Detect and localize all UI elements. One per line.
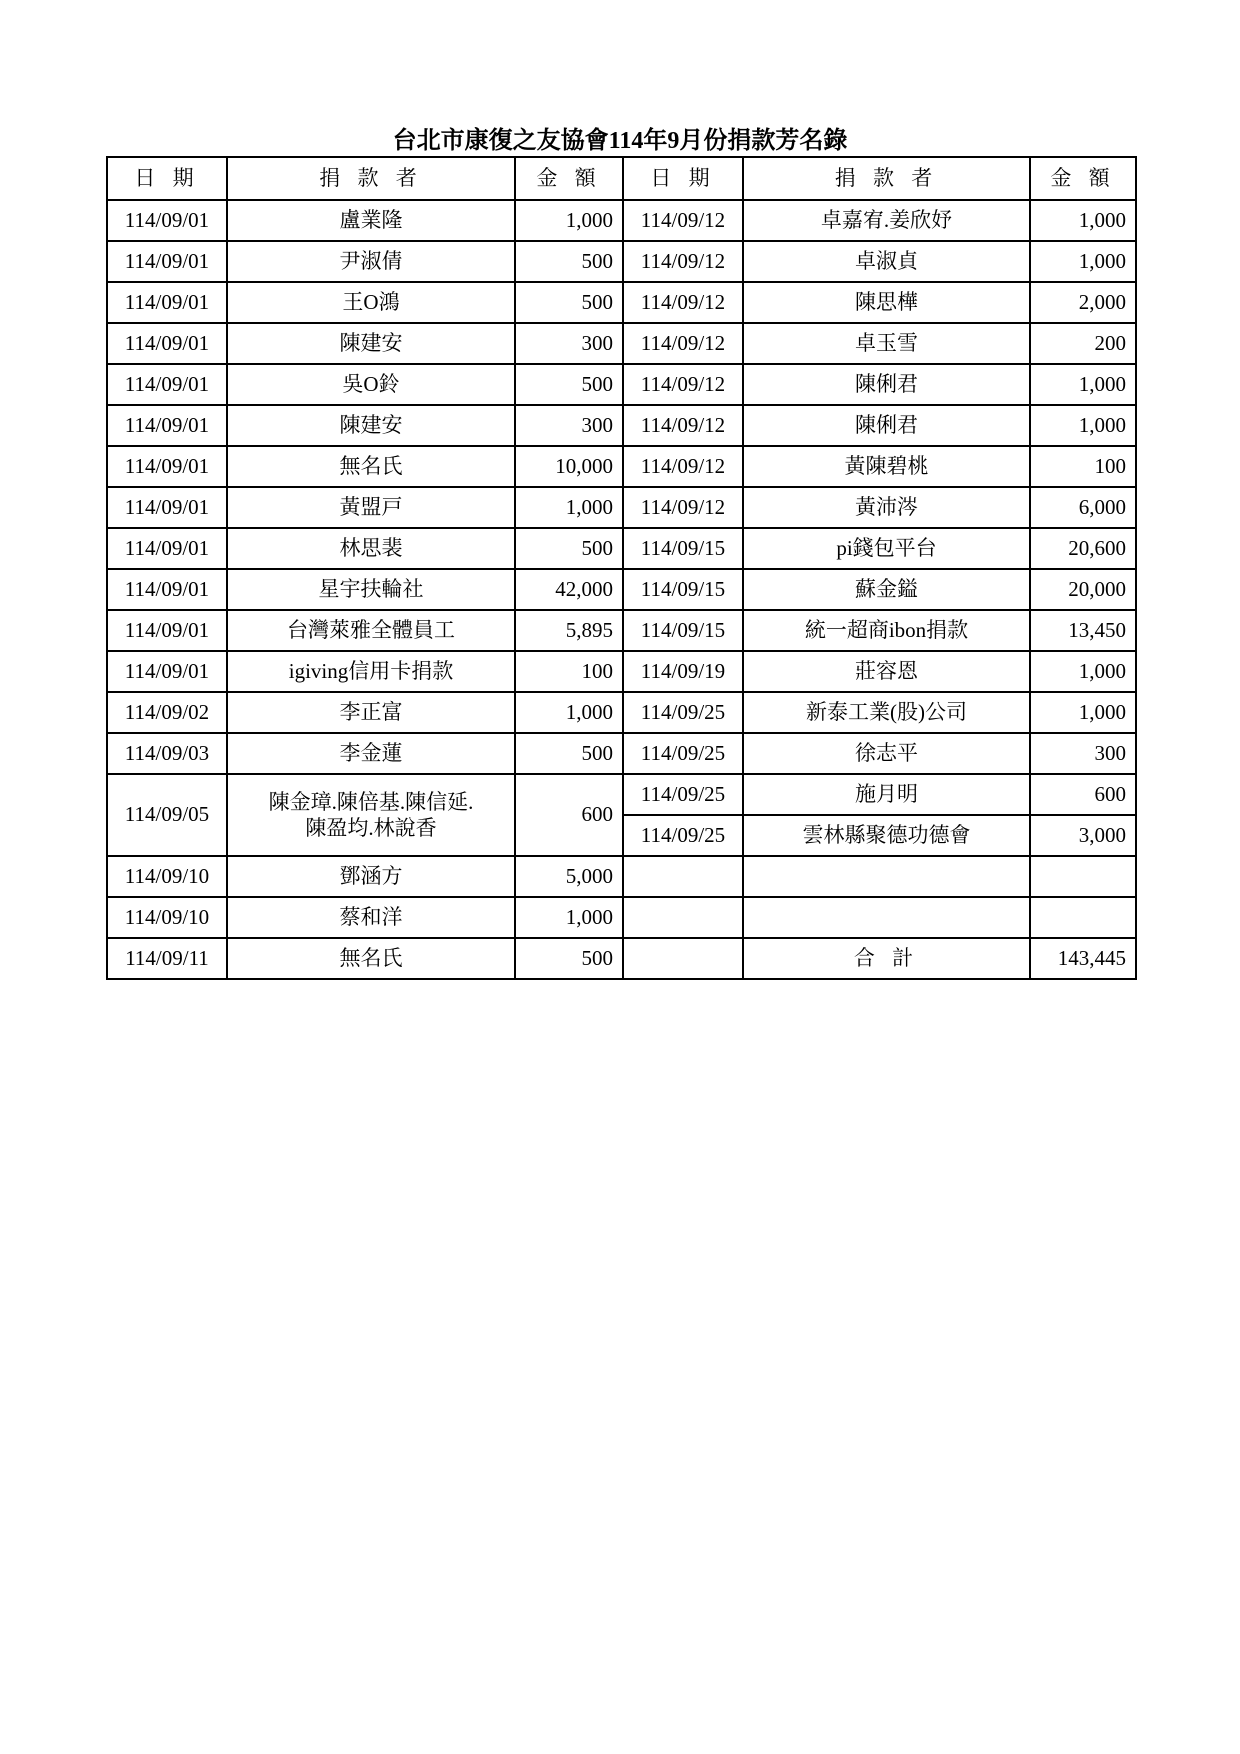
cell-amount: 500 [515, 282, 623, 323]
cell-amount: 13,450 [1030, 610, 1136, 651]
cell-donor: 王O鴻 [227, 282, 515, 323]
cell-amount: 10,000 [515, 446, 623, 487]
cell-empty [743, 897, 1030, 938]
cell-donor: 徐志平 [743, 733, 1030, 774]
cell-amount: 6,000 [1030, 487, 1136, 528]
cell-date: 114/09/01 [107, 364, 227, 405]
cell-date: 114/09/10 [107, 856, 227, 897]
cell-amount: 1,000 [1030, 241, 1136, 282]
cell-donor: 盧業隆 [227, 200, 515, 241]
cell-donor: 無名氏 [227, 938, 515, 979]
cell-date: 114/09/01 [107, 241, 227, 282]
header-amount: 金 額 [515, 157, 623, 200]
cell-amount: 20,600 [1030, 528, 1136, 569]
cell-donor: 卓玉雪 [743, 323, 1030, 364]
cell-donor: 陳俐君 [743, 364, 1030, 405]
cell-donor: 蘇金鎰 [743, 569, 1030, 610]
header-date: 日 期 [623, 157, 743, 200]
cell-empty [623, 856, 743, 897]
table-row [107, 733, 1136, 774]
cell-amount: 300 [515, 405, 623, 446]
cell-amount: 1,000 [515, 897, 623, 938]
table-row [107, 651, 1136, 692]
table-row [107, 774, 1136, 815]
cell-date: 114/09/25 [623, 733, 743, 774]
cell-amount: 5,000 [515, 856, 623, 897]
cell-donor: 黃盟戸 [227, 487, 515, 528]
cell-donor: 李正富 [227, 692, 515, 733]
cell-date: 114/09/01 [107, 446, 227, 487]
cell-date: 114/09/12 [623, 487, 743, 528]
table-row [107, 938, 1136, 979]
cell-donor: 陳建安 [227, 323, 515, 364]
cell-date: 114/09/05 [107, 774, 227, 856]
cell-amount: 300 [1030, 733, 1136, 774]
cell-date: 114/09/12 [623, 241, 743, 282]
cell-date: 114/09/01 [107, 610, 227, 651]
cell-donor: 施月明 [743, 774, 1030, 815]
cell-date: 114/09/25 [623, 815, 743, 856]
cell-donor: igiving信用卡捐款 [227, 651, 515, 692]
cell-amount: 1,000 [515, 487, 623, 528]
cell-date: 114/09/01 [107, 200, 227, 241]
page-title: 台北市康復之友協會114年9月份捐款芳名錄 [392, 128, 848, 154]
table-row [107, 487, 1136, 528]
cell-donor: 新泰工業(股)公司 [743, 692, 1030, 733]
cell-amount: 1,000 [1030, 200, 1136, 241]
table-row [107, 692, 1136, 733]
cell-donor: 陳俐君 [743, 405, 1030, 446]
cell-amount: 500 [515, 733, 623, 774]
header-amount: 金 額 [1030, 157, 1136, 200]
cell-amount: 1,000 [1030, 651, 1136, 692]
header-date: 日 期 [107, 157, 227, 200]
table-row [107, 446, 1136, 487]
cell-empty [743, 856, 1030, 897]
cell-date: 114/09/01 [107, 487, 227, 528]
cell-amount: 600 [515, 774, 623, 856]
cell-amount: 500 [515, 528, 623, 569]
cell-amount: 1,000 [1030, 692, 1136, 733]
cell-date: 114/09/01 [107, 405, 227, 446]
cell-amount: 500 [515, 364, 623, 405]
cell-amount: 500 [515, 938, 623, 979]
cell-donor: 無名氏 [227, 446, 515, 487]
table-row [107, 856, 1136, 897]
cell-donor: 黃沛涔 [743, 487, 1030, 528]
cell-date: 114/09/12 [623, 446, 743, 487]
cell-donor: 卓嘉宥.姜欣妤 [743, 200, 1030, 241]
cell-amount: 200 [1030, 323, 1136, 364]
header-donor: 捐 款 者 [743, 157, 1030, 200]
cell-date: 114/09/12 [623, 405, 743, 446]
cell-date: 114/09/03 [107, 733, 227, 774]
table-row [107, 610, 1136, 651]
cell-date: 114/09/02 [107, 692, 227, 733]
cell-donor: 林思裴 [227, 528, 515, 569]
cell-date: 114/09/15 [623, 569, 743, 610]
total-label: 合 計 [743, 938, 1030, 979]
cell-donor: 尹淑倩 [227, 241, 515, 282]
table-row [107, 569, 1136, 610]
cell-amount: 3,000 [1030, 815, 1136, 856]
cell-date: 114/09/12 [623, 323, 743, 364]
table-row [107, 241, 1136, 282]
cell-date: 114/09/19 [623, 651, 743, 692]
cell-donor: 卓淑貞 [743, 241, 1030, 282]
cell-date: 114/09/01 [107, 323, 227, 364]
cell-donor: 黃陳碧桃 [743, 446, 1030, 487]
cell-donor: 蔡和洋 [227, 897, 515, 938]
cell-amount: 600 [1030, 774, 1136, 815]
cell-date: 114/09/01 [107, 651, 227, 692]
table-row [107, 323, 1136, 364]
table-row [107, 405, 1136, 446]
cell-amount: 100 [1030, 446, 1136, 487]
cell-amount: 2,000 [1030, 282, 1136, 323]
cell-date: 114/09/11 [107, 938, 227, 979]
cell-amount: 42,000 [515, 569, 623, 610]
cell-date: 114/09/01 [107, 569, 227, 610]
table-row [107, 364, 1136, 405]
table-row [107, 528, 1136, 569]
cell-amount: 20,000 [1030, 569, 1136, 610]
cell-amount: 1,000 [515, 692, 623, 733]
cell-date: 114/09/01 [107, 528, 227, 569]
cell-date: 114/09/25 [623, 692, 743, 733]
cell-date: 114/09/25 [623, 774, 743, 815]
cell-donor: 台灣萊雅全體員工 [227, 610, 515, 651]
cell-date: 114/09/10 [107, 897, 227, 938]
cell-empty [1030, 856, 1136, 897]
cell-empty [623, 897, 743, 938]
cell-amount: 300 [515, 323, 623, 364]
cell-amount: 500 [515, 241, 623, 282]
cell-amount: 1,000 [1030, 364, 1136, 405]
total-amount: 143,445 [1030, 938, 1136, 979]
cell-amount: 1,000 [515, 200, 623, 241]
cell-empty [623, 938, 743, 979]
donor-line: 陳金璋.陳倍基.陳信延. [268, 789, 474, 814]
header-row [107, 157, 1136, 200]
cell-date: 114/09/01 [107, 282, 227, 323]
cell-amount: 100 [515, 651, 623, 692]
header-donor: 捐 款 者 [227, 157, 515, 200]
cell-empty [1030, 897, 1136, 938]
cell-donor: 莊容恩 [743, 651, 1030, 692]
cell-donor: 星宇扶輪社 [227, 569, 515, 610]
cell-donor-multiline [227, 774, 515, 856]
cell-date: 114/09/12 [623, 282, 743, 323]
cell-donor: 雲林縣聚德功德會 [743, 815, 1030, 856]
cell-donor: 吳O鈴 [227, 364, 515, 405]
cell-date: 114/09/15 [623, 610, 743, 651]
cell-donor: 統一超商ibon捐款 [743, 610, 1030, 651]
table-row [107, 282, 1136, 323]
cell-date: 114/09/12 [623, 364, 743, 405]
donor-line: 陳盈均.林說香 [305, 816, 437, 840]
cell-date: 114/09/12 [623, 200, 743, 241]
cell-donor: pi錢包平台 [743, 528, 1030, 569]
cell-donor: 陳思樺 [743, 282, 1030, 323]
cell-date: 114/09/15 [623, 528, 743, 569]
table-row [107, 897, 1136, 938]
cell-donor: 李金蓮 [227, 733, 515, 774]
cell-amount: 5,895 [515, 610, 623, 651]
table-row [107, 200, 1136, 241]
cell-donor: 陳建安 [227, 405, 515, 446]
cell-donor: 鄧涵方 [227, 856, 515, 897]
donation-table [106, 156, 1137, 980]
cell-amount: 1,000 [1030, 405, 1136, 446]
